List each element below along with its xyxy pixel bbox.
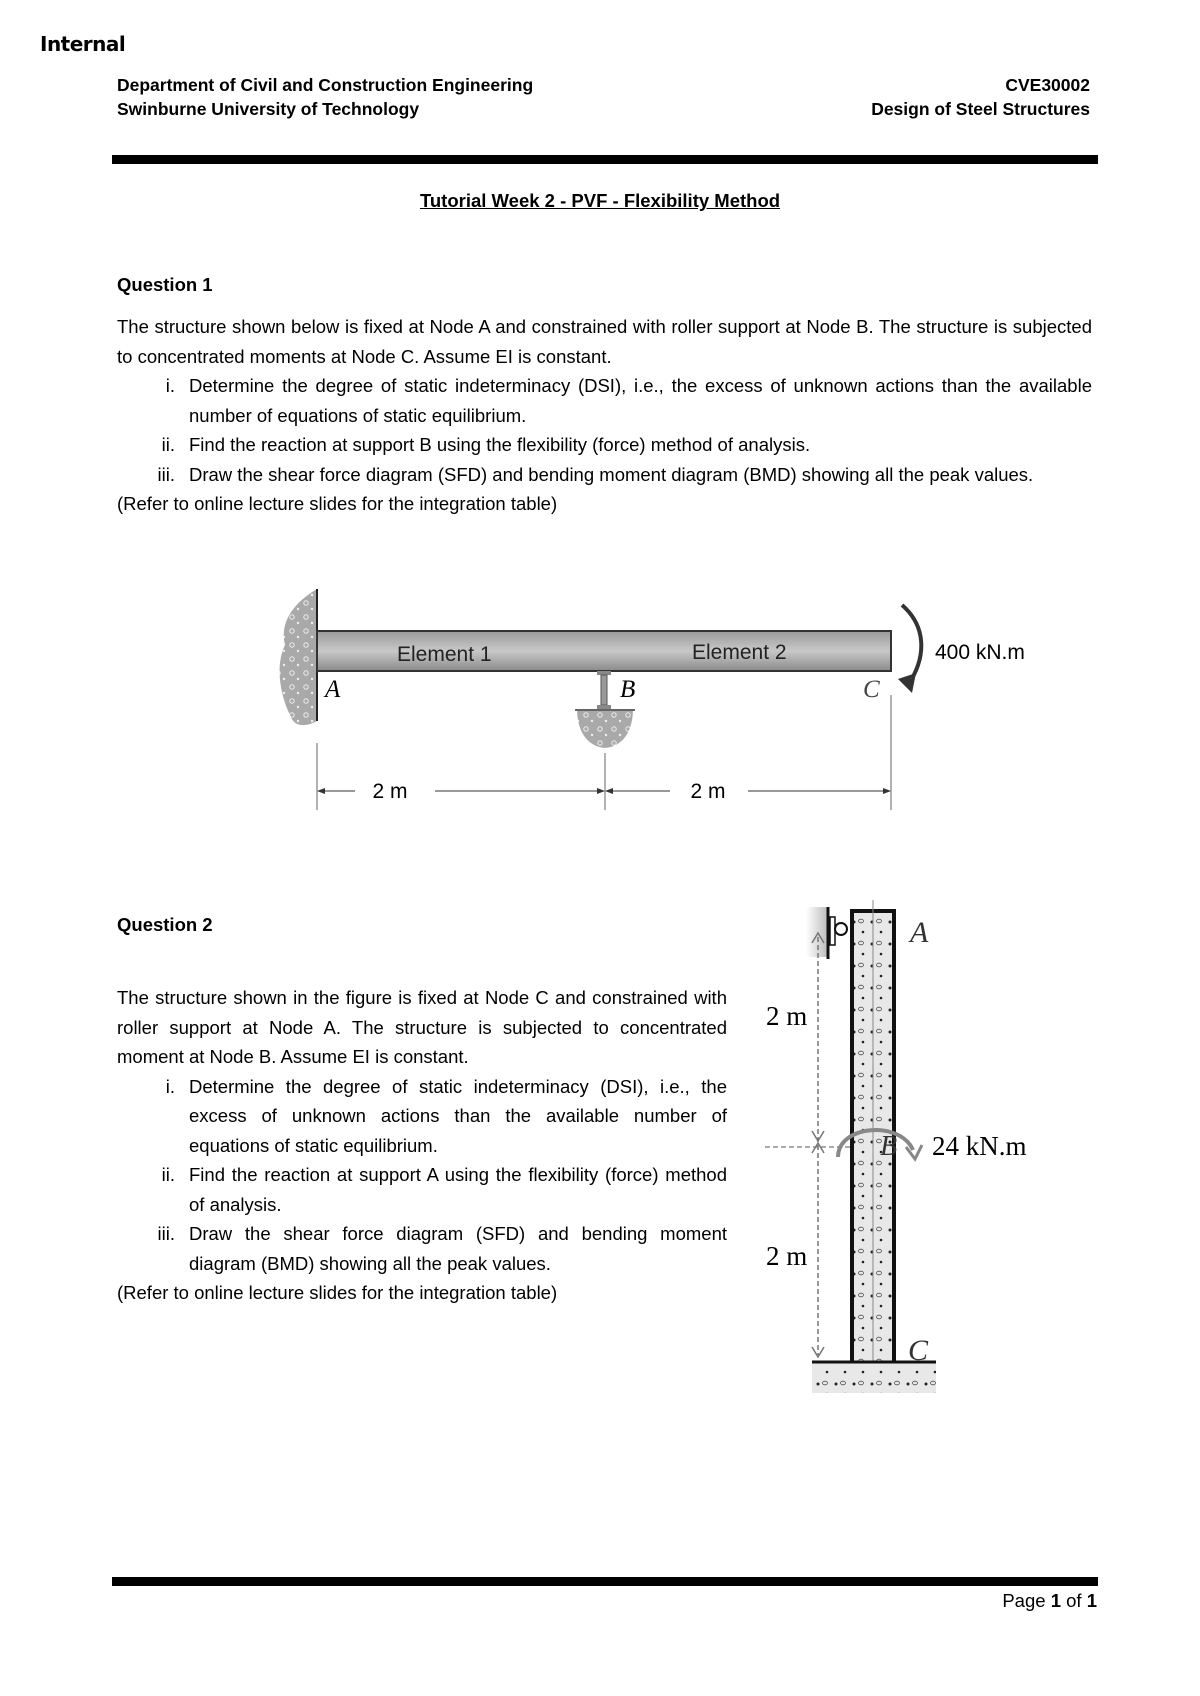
course-name: Design of Steel Structures xyxy=(871,99,1090,119)
roller-support-a xyxy=(835,923,847,935)
node-a-label: A xyxy=(325,676,341,703)
fixed-wall-support xyxy=(280,589,317,725)
question2-heading: Question 2 xyxy=(117,914,213,935)
question2-note: (Refer to online lecture slides for the integration table) xyxy=(117,1282,558,1303)
moment-arrow-icon xyxy=(902,605,921,685)
department-name: Department of Civil and Construction Engineering xyxy=(117,75,534,95)
item-number: iii. xyxy=(157,1223,175,1244)
question2-intro: The structure shown in the figure is fixed at Node C and constrained with roller support at Node A. The structure is subjected to concentrated moment at Node B. Assume EI is constant. xyxy=(117,987,727,1067)
footer-divider xyxy=(112,1577,1098,1586)
moment-label: 24 kN.m xyxy=(932,1131,1027,1161)
span1-label: 2 m xyxy=(372,780,408,803)
question2-body xyxy=(117,983,727,1308)
item-text: Determine the degree of static indeterminacy (DSI), i.e., the excess of unknown actions than the available number of equations of static equilibrium. xyxy=(189,1075,727,1156)
page-of: of xyxy=(1060,1590,1087,1611)
question2-item xyxy=(117,1160,727,1219)
header-right xyxy=(871,73,1090,121)
question1-item xyxy=(117,371,1092,430)
element2-label: Element 2 xyxy=(692,641,787,664)
item-text: Draw the shear force diagram (SFD) and bending moment diagram (BMD) showing all the peak values. xyxy=(189,1223,727,1274)
question1-item xyxy=(117,460,1092,490)
node-a-label: A xyxy=(910,916,929,949)
page-number xyxy=(1002,1590,1097,1612)
question2-item xyxy=(117,1219,727,1278)
moment-label: 400 kN.m xyxy=(935,641,1025,664)
university-name: Swinburne University of Technology xyxy=(117,99,420,119)
item-text: Find the reaction at support B using the flexibility (force) method of analysis. xyxy=(189,434,811,455)
element1-label: Element 1 xyxy=(397,643,492,666)
header-divider xyxy=(112,155,1098,164)
question1-item xyxy=(117,430,1092,460)
fixed-base-support xyxy=(812,1363,936,1393)
item-number: i. xyxy=(165,1075,175,1097)
item-text: Find the reaction at support A using the flexibility (force) method of analysis. xyxy=(189,1164,727,1215)
node-b-label: B xyxy=(880,1131,898,1162)
item-number: i. xyxy=(165,375,175,396)
header-left xyxy=(117,73,533,121)
classification-label: Internal xyxy=(40,32,126,56)
page-title: Tutorial Week 2 - PVF - Flexibility Method xyxy=(419,190,781,211)
question1-beam-figure xyxy=(260,585,1060,815)
span2-label: 2 m xyxy=(690,780,726,803)
question1-heading: Question 1 xyxy=(117,274,213,295)
question1-note: (Refer to online lecture slides for the integration table) xyxy=(117,493,558,514)
span1-label: 2 m xyxy=(766,1001,808,1031)
question1-body xyxy=(117,312,1092,519)
question2-item xyxy=(117,1072,727,1161)
item-number: ii. xyxy=(161,1164,175,1185)
node-c-label: C xyxy=(908,1334,929,1367)
question2-column-figure xyxy=(760,895,1080,1555)
span2-label: 2 m xyxy=(766,1241,808,1271)
node-c-label: C xyxy=(863,676,880,703)
course-code: CVE30002 xyxy=(1005,75,1090,95)
item-text: Draw the shear force diagram (SFD) and bending moment diagram (BMD) showing all the peak values. xyxy=(189,463,1034,485)
node-b-label: B xyxy=(620,676,636,703)
item-number: ii. xyxy=(161,434,175,455)
current-page: 1 xyxy=(1050,1590,1061,1611)
total-pages: 1 xyxy=(1086,1590,1097,1611)
item-number: iii. xyxy=(157,463,175,485)
roller-wall xyxy=(806,907,828,957)
page-prefix: Page xyxy=(1002,1590,1051,1611)
item-text: Determine the degree of static indeterminacy (DSI), i.e., the excess of unknown actions than the available number of equations of static equilibrium. xyxy=(189,375,1092,426)
question1-intro: The structure shown below is fixed at Node A and constrained with roller support at Node B. The structure is subjected to concentrated moments at Node C. Assume EI is constant. xyxy=(117,316,1092,367)
